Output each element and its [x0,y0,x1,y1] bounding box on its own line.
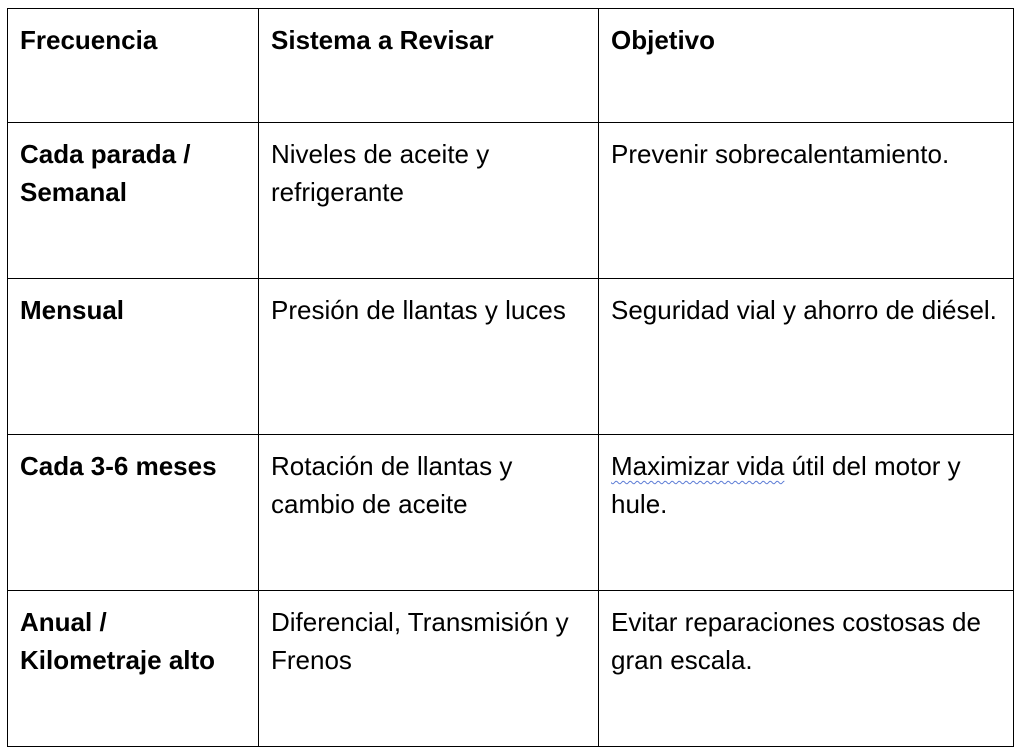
cell-frequency[interactable]: Cada 3-6 meses [8,435,259,591]
cell-frequency[interactable]: Anual / Kilometraje alto [8,591,259,747]
table-row [8,279,1014,435]
cell-system[interactable]: Diferencial, Transmisión y Frenos [259,591,599,747]
cell-objective-rest: útil del motor y hule. [611,451,961,519]
table-row [8,435,1014,591]
cell-objective[interactable]: Evitar reparaciones costosas de gran escala. [599,591,1014,747]
spellcheck-underlined-text: Maximizar vida [611,451,785,481]
table-row [8,123,1014,279]
cell-frequency[interactable]: Mensual [8,279,259,435]
maintenance-table [7,8,1014,747]
header-frequency[interactable]: Frecuencia [8,9,259,123]
cell-system[interactable]: Niveles de aceite y refrigerante [259,123,599,279]
table-header-row [8,9,1014,123]
maintenance-table-container [7,8,1014,747]
cell-objective[interactable]: Seguridad vial y ahorro de diésel. [599,279,1014,435]
header-objective[interactable]: Objetivo [599,9,1014,123]
cell-frequency[interactable]: Cada parada / Semanal [8,123,259,279]
cell-objective[interactable]: Prevenir sobrecalentamiento. [599,123,1014,279]
header-system[interactable]: Sistema a Revisar [259,9,599,123]
table-row [8,591,1014,747]
cell-system[interactable]: Rotación de llantas y cambio de aceite [259,435,599,591]
cell-system[interactable]: Presión de llantas y luces [259,279,599,435]
cell-objective[interactable] [599,435,1014,591]
